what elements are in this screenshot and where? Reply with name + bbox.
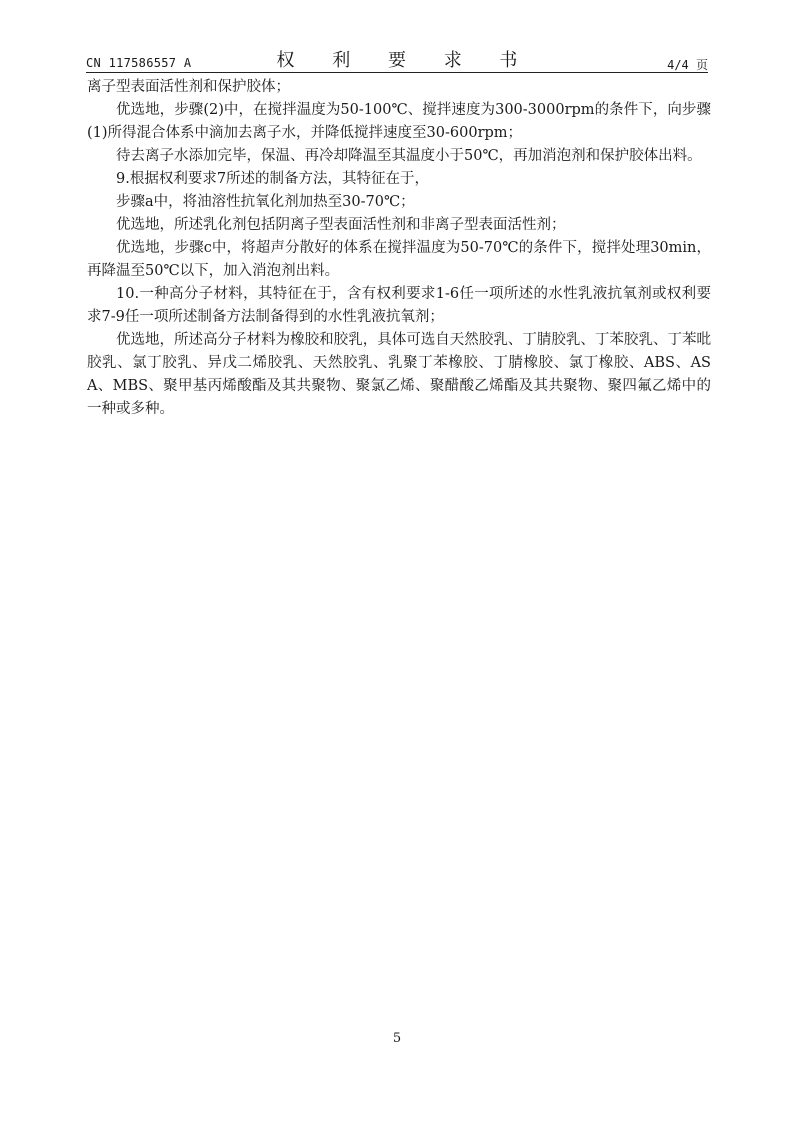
claim-paragraph: 优选地，步骤(2)中，在搅拌温度为50-100℃、搅拌速度为300-3000rpm的条件下，向步骤(1)所得混合体系中滴加去离子水，并降低搅拌速度至30-600rpm；	[87, 102, 711, 141]
claim-paragraph: 待去离子水添加完毕，保温、再冷却降温至其温度小于50℃，再加消泡剂和保护胶体出料。	[116, 148, 702, 164]
claim-paragraph: 9.根据权利要求7所述的制备方法，其特征在于，	[116, 171, 430, 187]
claim-paragraph: 优选地，步骤c中，将超声分散好的体系在搅拌温度为50-70℃的条件下，搅拌处理30min，再降温至50℃以下，加入消泡剂出料。	[87, 240, 711, 279]
page-reference: 4/4 页	[667, 58, 708, 72]
claim-paragraph: 优选地，所述高分子材料为橡胶和胶乳，具体可选自天然胶乳、丁腈胶乳、丁苯胶乳、丁苯吡胶乳、氯丁胶乳、异戊二烯胶乳、天然胶乳、乳聚丁苯橡胶、丁腈橡胶、氯丁橡胶、ABS、ASA、MBS、聚甲基丙烯酸酯及其共聚物、聚氯乙烯、聚醋酸乙烯酯及其共聚物、聚四氟乙烯中的一种或多种。	[87, 332, 711, 417]
claim-paragraph: 离子型表面活性剂和保护胶体；	[87, 79, 290, 95]
document-title: 权 利 要 求 书	[276, 50, 534, 71]
claim-paragraph: 10.一种高分子材料，其特征在于，含有权利要求1-6任一项所述的水性乳液抗氧剂或权利要求7-9任一项所述制备方法制备得到的水性乳液抗氧剂；	[87, 286, 711, 325]
claim-paragraph: 步骤a中，将油溶性抗氧化剂加热至30-70℃；	[116, 194, 415, 210]
claim-paragraph: 优选地，所述乳化剂包括阴离子型表面活性剂和非离子型表面活性剂；	[116, 217, 566, 233]
page-number: 5	[392, 1031, 402, 1046]
publication-number: CN 117586557 A	[86, 56, 192, 70]
claims-body	[87, 76, 711, 421]
page-header	[86, 44, 708, 73]
